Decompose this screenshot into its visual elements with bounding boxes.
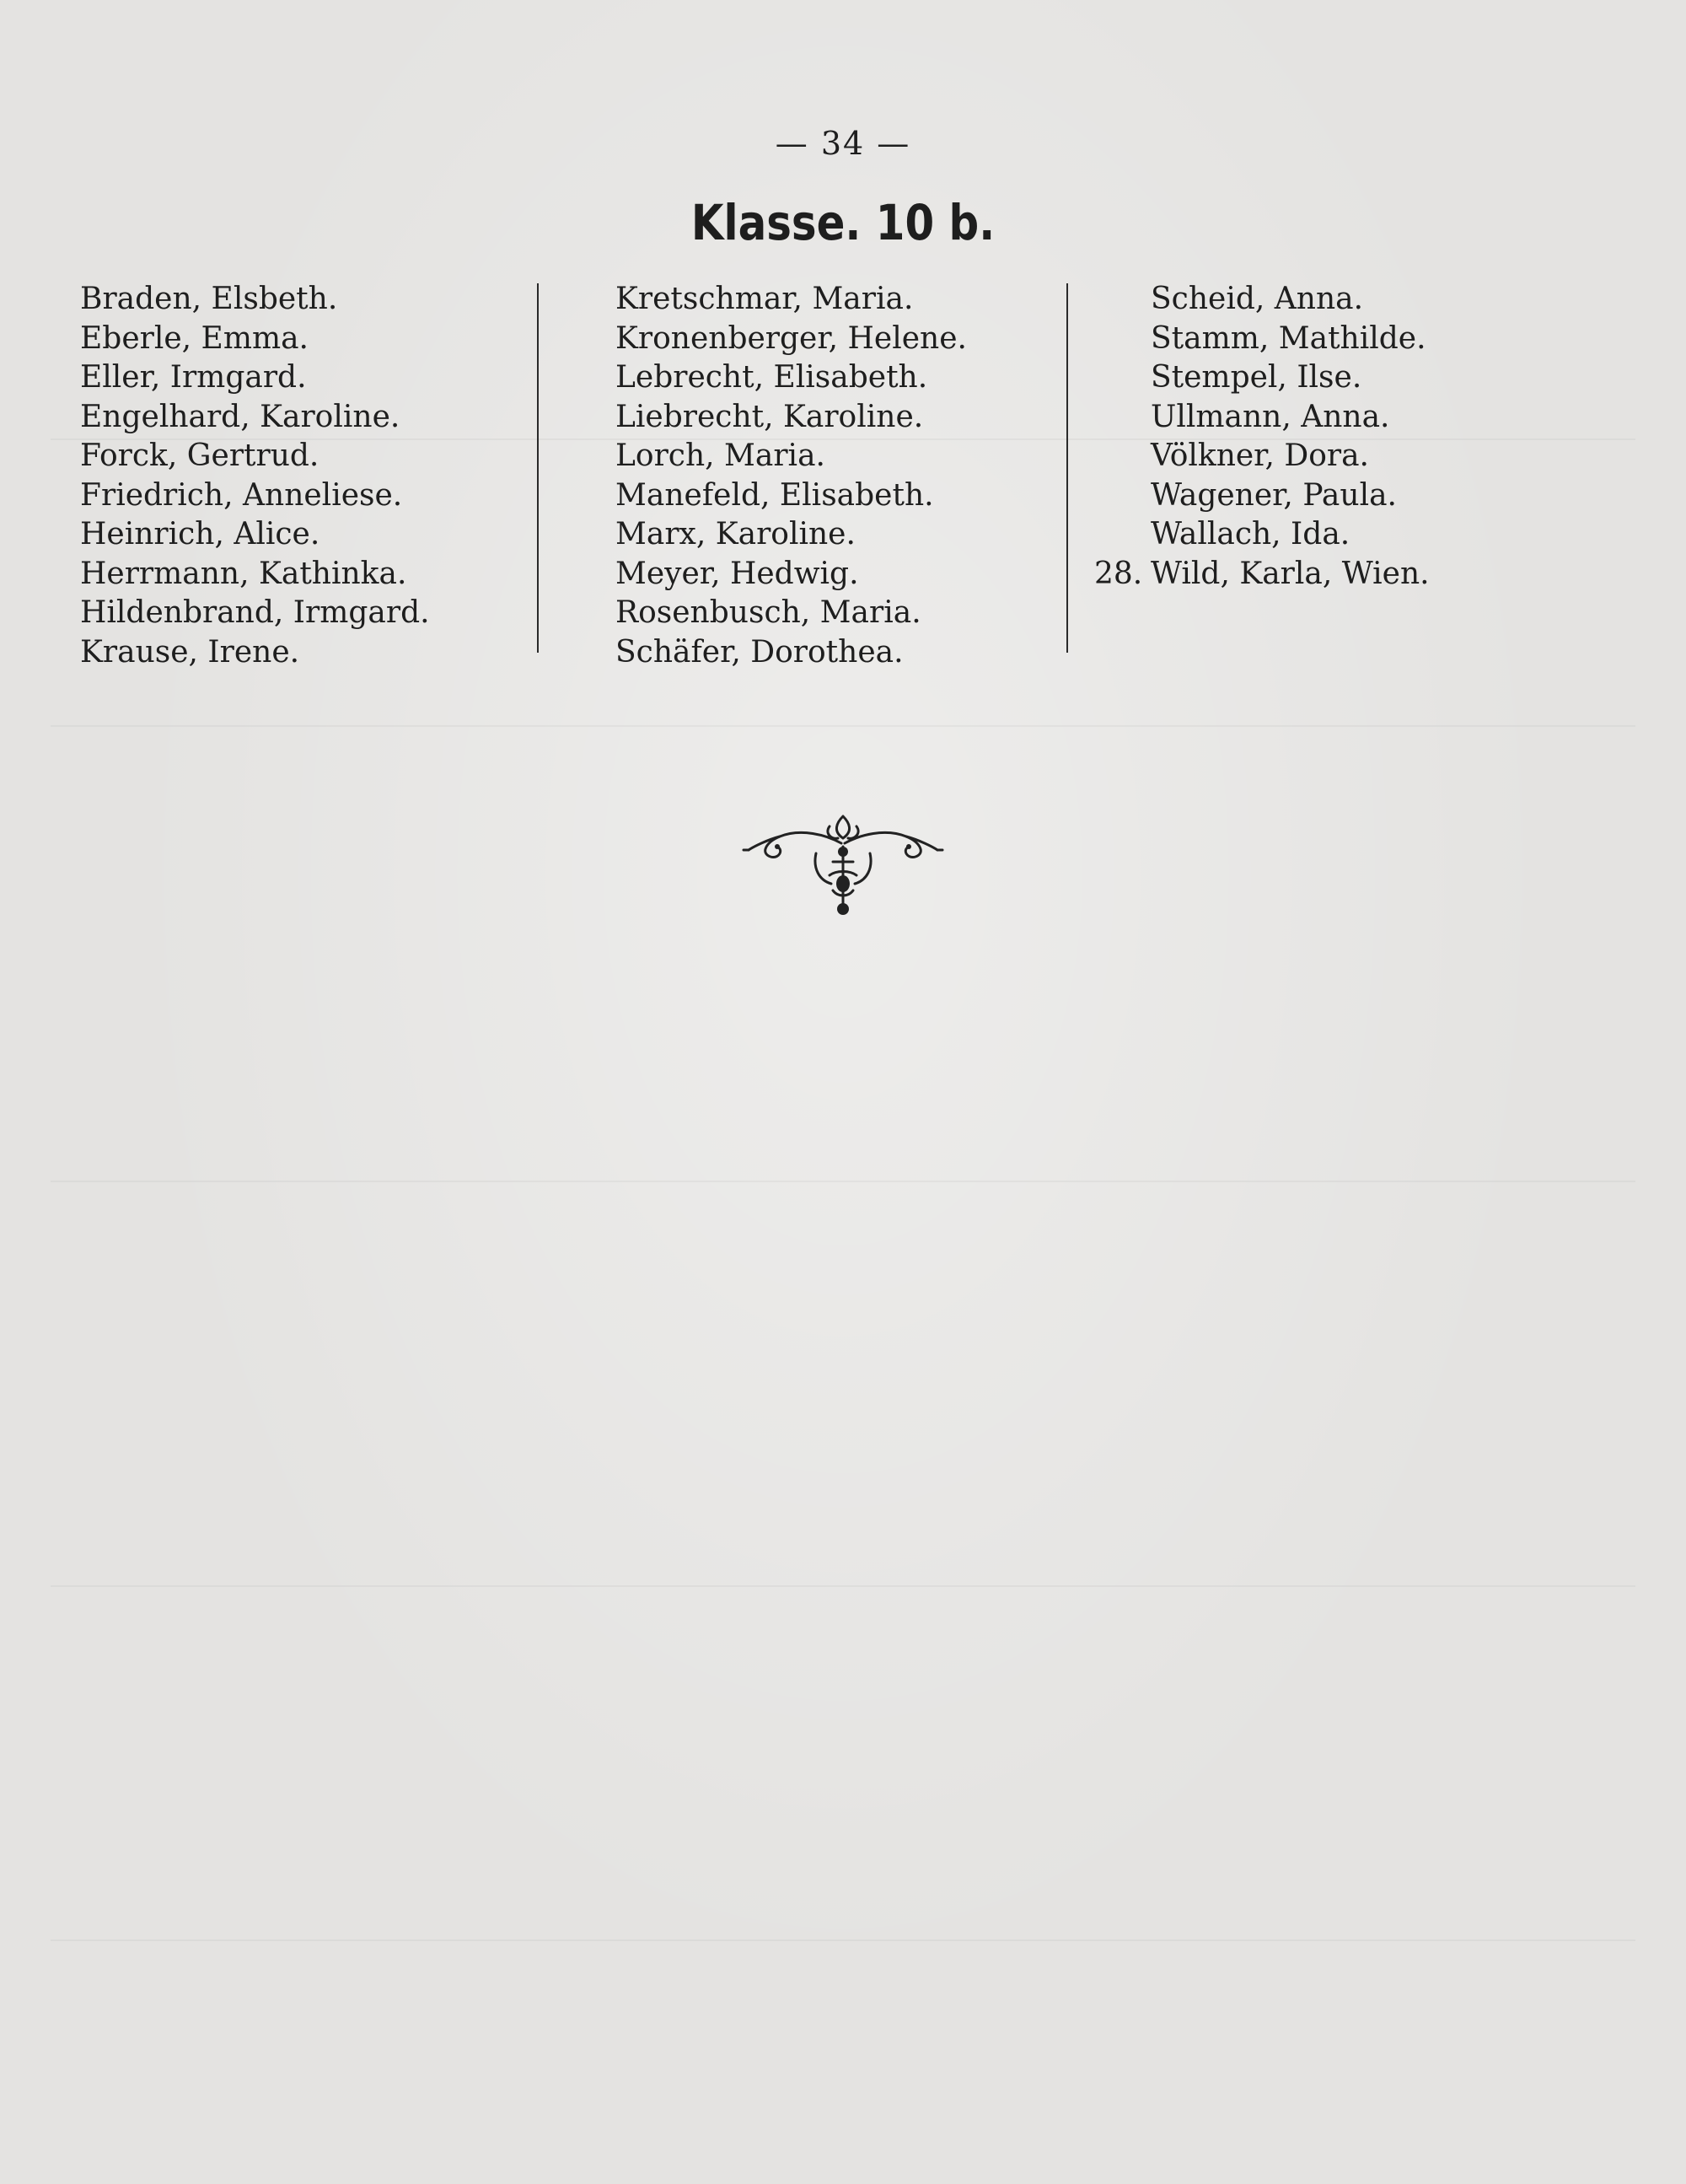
bleed-through-line bbox=[51, 1585, 1635, 1587]
list-item bbox=[1151, 476, 1430, 516]
name-column-2 bbox=[615, 280, 967, 672]
student-name: Kretschmar, Maria. bbox=[615, 282, 914, 316]
student-name: Hildenbrand, Irmgard. bbox=[80, 595, 430, 630]
list-item bbox=[615, 437, 967, 476]
list-item bbox=[1094, 555, 1430, 594]
bleed-through-line bbox=[51, 725, 1635, 727]
list-item bbox=[1151, 280, 1430, 320]
student-name: Lebrecht, Elisabeth. bbox=[615, 360, 928, 395]
student-name: Engelhard, Karoline. bbox=[80, 399, 400, 434]
student-name: Braden, Elsbeth. bbox=[80, 282, 338, 316]
list-item bbox=[615, 555, 967, 594]
list-item bbox=[1151, 358, 1430, 398]
list-item bbox=[615, 398, 967, 438]
student-name: Eller, Irmgard. bbox=[80, 360, 307, 395]
list-item bbox=[80, 515, 430, 555]
student-name: Marx, Karoline. bbox=[615, 517, 856, 551]
student-name: Meyer, Hedwig. bbox=[615, 556, 859, 591]
student-name: Stempel, Ilse. bbox=[1151, 360, 1362, 395]
fleuron-ornament-icon bbox=[742, 810, 944, 919]
list-item bbox=[80, 320, 430, 359]
student-name: Rosenbusch, Maria. bbox=[615, 595, 921, 630]
list-item bbox=[615, 594, 967, 633]
student-name: Forck, Gertrud. bbox=[80, 438, 319, 473]
student-name: Manefeld, Elisabeth. bbox=[615, 477, 934, 513]
student-name: Wallach, Ida. bbox=[1151, 517, 1350, 551]
student-name: Wild, Karla, Wien. bbox=[1151, 556, 1430, 591]
student-name: Kronenberger, Helene. bbox=[615, 320, 967, 356]
student-name: Scheid, Anna. bbox=[1151, 282, 1364, 316]
name-column-3 bbox=[1094, 280, 1430, 594]
list-item bbox=[80, 358, 430, 398]
student-name: Lorch, Maria. bbox=[615, 438, 825, 473]
column-divider bbox=[1066, 283, 1068, 653]
student-name: Schäfer, Dorothea. bbox=[615, 634, 904, 670]
list-item bbox=[615, 320, 967, 359]
student-name: Wagener, Paula. bbox=[1151, 477, 1397, 513]
list-item bbox=[615, 476, 967, 516]
list-item bbox=[615, 515, 967, 555]
list-item bbox=[1151, 515, 1430, 555]
bleed-through-line bbox=[51, 1181, 1635, 1182]
list-item bbox=[80, 555, 430, 594]
class-heading: Klasse. 10 b. bbox=[690, 194, 996, 251]
list-item bbox=[615, 358, 967, 398]
student-name: Völkner, Dora. bbox=[1151, 438, 1369, 473]
student-name: Krause, Irene. bbox=[80, 634, 300, 670]
page-number: — 34 — bbox=[775, 125, 911, 162]
list-item bbox=[1151, 320, 1430, 359]
student-name: Heinrich, Alice. bbox=[80, 517, 320, 551]
list-item bbox=[80, 594, 430, 633]
list-item bbox=[80, 398, 430, 438]
student-name: Friedrich, Anneliese. bbox=[80, 477, 403, 513]
list-item bbox=[1151, 437, 1430, 476]
student-name: Stamm, Mathilde. bbox=[1151, 320, 1426, 356]
student-name: Eberle, Emma. bbox=[80, 320, 309, 356]
list-item bbox=[615, 633, 967, 673]
entry-number: 28. bbox=[1094, 556, 1143, 591]
column-divider bbox=[537, 283, 539, 653]
list-item bbox=[1151, 398, 1430, 438]
list-item bbox=[615, 280, 967, 320]
bleed-through-line bbox=[51, 1939, 1635, 1941]
list-item bbox=[80, 633, 430, 673]
list-item bbox=[80, 437, 430, 476]
student-name: Liebrecht, Karoline. bbox=[615, 399, 924, 434]
student-name: Herrmann, Kathinka. bbox=[80, 556, 407, 591]
list-item bbox=[80, 476, 430, 516]
student-name: Ullmann, Anna. bbox=[1151, 399, 1390, 434]
list-item bbox=[80, 280, 430, 320]
name-column-1 bbox=[80, 280, 430, 672]
